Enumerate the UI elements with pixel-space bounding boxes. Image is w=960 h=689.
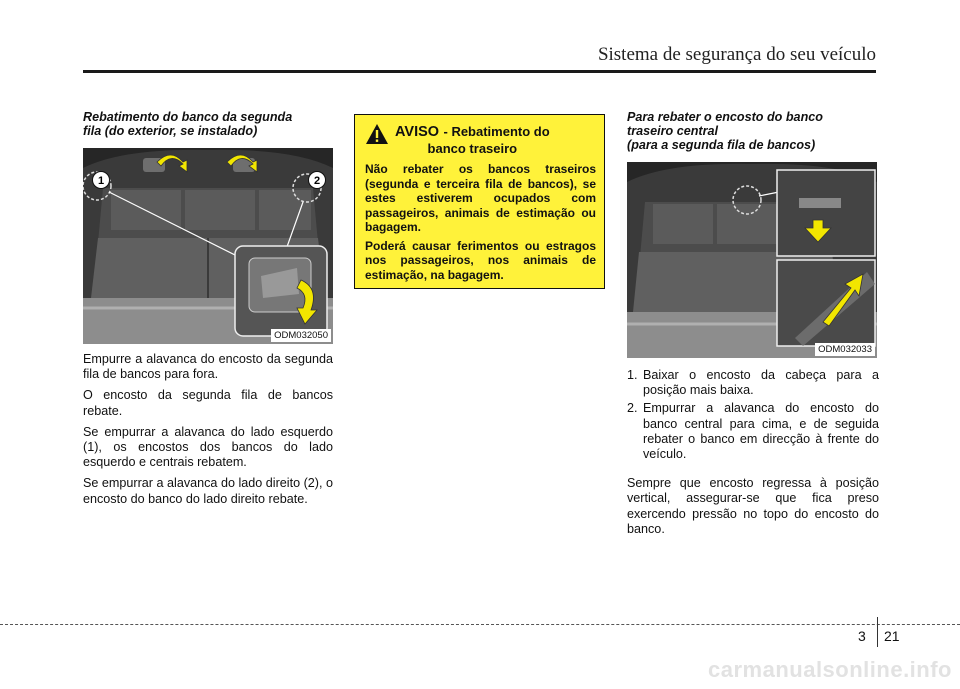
right-column [627,110,879,543]
running-header: Sistema de segurança do seu veículo [597,44,876,65]
warning-label: AVISO [395,124,440,140]
steps-list [627,368,879,462]
paragraph: O encosto da segunda fila de bancos rebate. [83,388,333,418]
svg-text:1: 1 [97,175,105,187]
header-rule [83,70,876,73]
warning-text: Poderá causar ferimentos ou estragos nos passageiros, nos animais de estimação, na bagagem. [365,238,596,282]
chapter-number: 3 [858,628,866,644]
paragraph: Sempre que encosto regressa à posição vertical, assegurar-se que fica preso exercendo pressão no topo do encosto do banco. [627,476,879,536]
paragraph: Se empurrar a alavanca do lado direito (2), o encosto do banco do lado direito rebate. [83,476,333,506]
figure-code: ODM032033 [815,343,875,356]
warning-text: Não rebater os bancos traseiros (segunda e terceira fila de bancos), se estes estiverem ocupados com passageiros, animais de estimação ou bagagem. [365,162,596,234]
paragraph: Se empurrar a alavanca do lado esquerdo (1), os encostos dos bancos do lado esquerdo e centrais rebatem. [83,424,333,470]
callout-2 [307,170,327,190]
list-item: 2. Empurrar a alavanca do encosto do banco central para cima, e de seguida rebater o banco em direcção à frente do veículo. [627,401,879,462]
callout-1 [91,170,111,190]
footer-divider [877,617,878,647]
warning-triangle-icon [365,123,389,145]
svg-text:2: 2 [313,175,321,187]
figure-center-seat [627,162,877,358]
section-heading-exterior-fold: Rebatimento do banco da segunda fila (do exterior, se instalado) [83,110,293,138]
warning-subtitle-line2: banco traseiro [427,141,518,156]
warning-title [365,123,596,156]
warning-subtitle: - Rebatimento do [443,124,550,139]
cargo-illustration [83,148,333,344]
figure-cargo-area [83,148,333,344]
paragraph: Empurre a alavanca do encosto da segunda fila de bancos para fora. [83,352,333,382]
footer-rule [0,624,960,625]
watermark: carmanualsonline.info [708,657,952,682]
middle-column [354,114,605,289]
list-item: 1. Baixar o encosto da cabeça para a posição mais baixa. [627,368,879,398]
left-column [83,110,333,513]
warning-box [354,114,605,289]
section-heading-center-fold: Para rebater o encosto do banco traseiro central (para a segunda fila de bancos) [627,110,823,152]
page-number: 21 [884,628,900,644]
figure-code: ODM032050 [271,329,331,342]
center-seat-illustration [627,162,877,358]
